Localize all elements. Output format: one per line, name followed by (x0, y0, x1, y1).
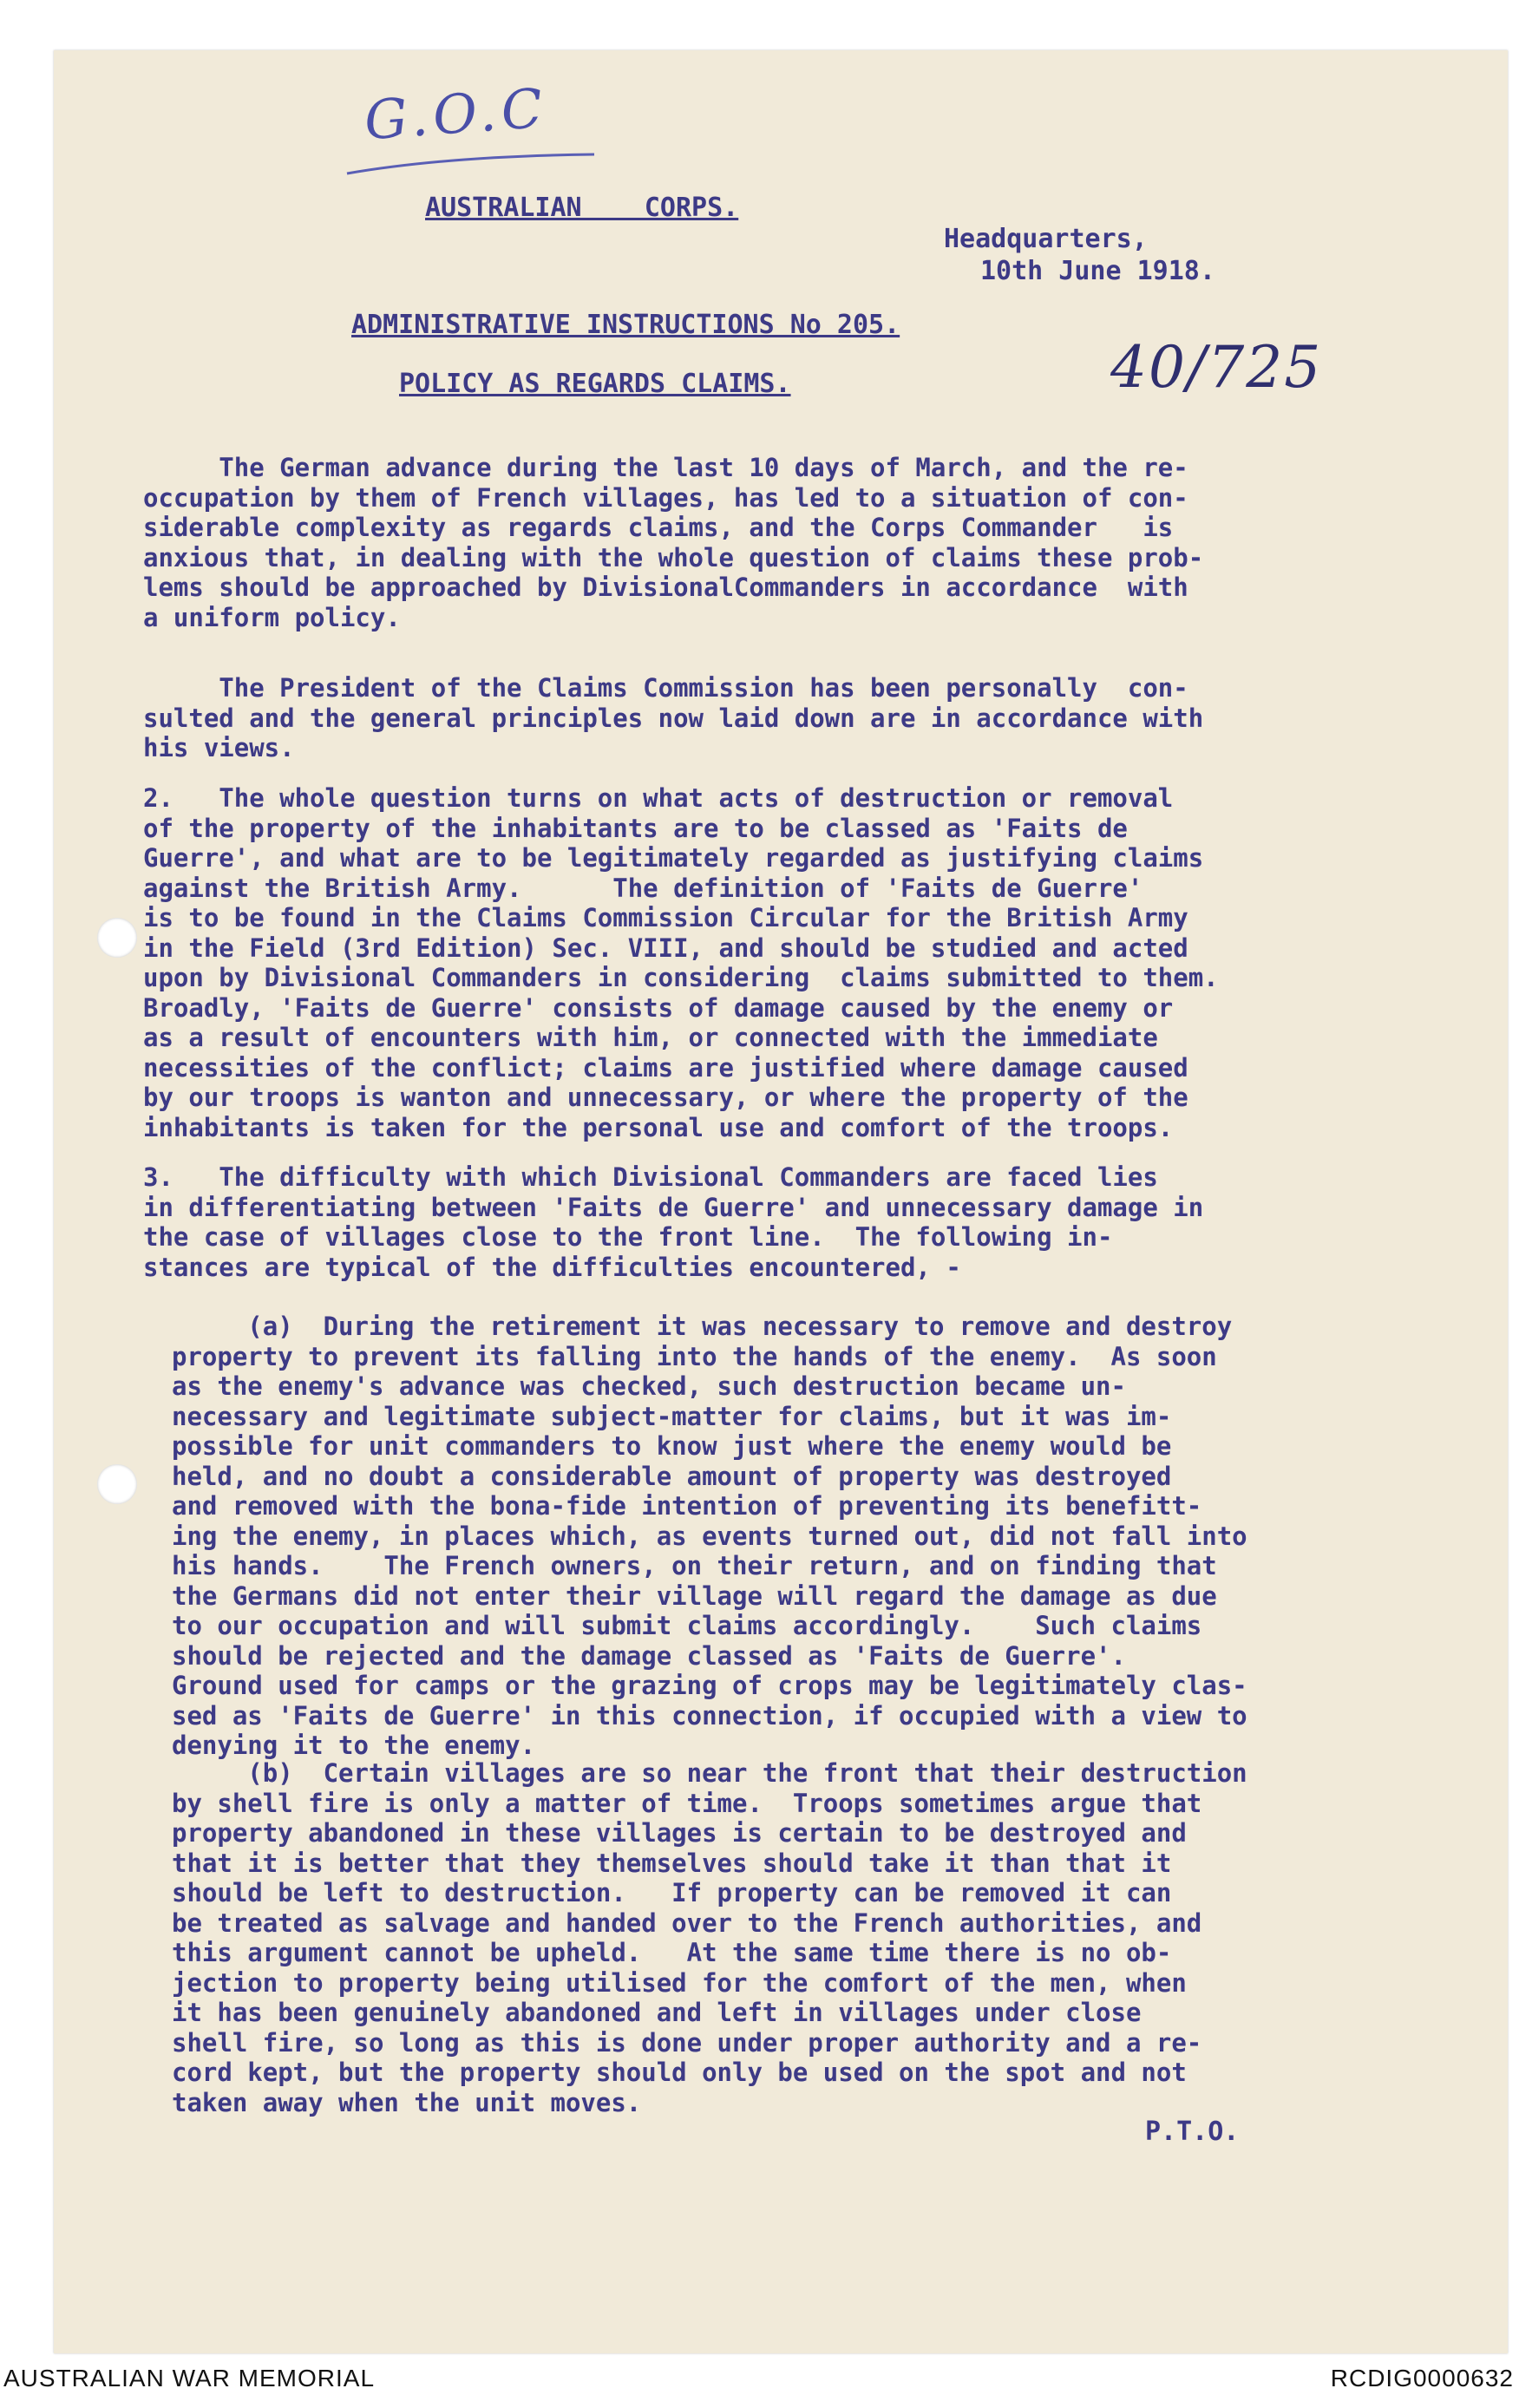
paragraph-b: (b) Certain villages are so near the front that their destruction by shell fire is only a matter of time. Troops sometimes argue that property abandoned in these villages is certain to be destroyed and that it is better that they themselves should take it than that it should be left to destruction. If property can be removed it can be treated as salvage and handed over to the French authorities, and this argument cannot be upheld. At the same time there is no ob- jection to property being utilised for the comfort of the men, when it has been genuinely abandoned and left in villages under close shell fire, so long as this is done under proper authority and a re- cord kept, but the property should only be used on the spot and not taken away when the unit moves. (172, 1758, 1247, 2117)
punch-hole-bottom (97, 1464, 137, 1504)
handwritten-underline (343, 147, 603, 182)
corps-heading: AUSTRALIAN CORPS. (425, 193, 739, 223)
handwritten-reference: 40/725 (1110, 334, 1323, 401)
paragraph-intro: The German advance during the last 10 days of March, and the re- occupation by them of French villages, has led to a situation of con- siderable complexity as regards claims, and the Corps Commander is anxious that, in dealing with the whole question of claims these prob- lems should be approached by DivisionalCommanders in accordance with a uniform policy. (143, 453, 1204, 632)
footer-record-id: RCDIG0000632 (1330, 2365, 1514, 2392)
instruction-title: ADMINISTRATIVE INSTRUCTIONS No 205. (351, 310, 900, 340)
headquarters-line: Headquarters, (944, 224, 1148, 254)
footer-archive-name: AUSTRALIAN WAR MEMORIAL (3, 2365, 376, 2392)
policy-title: POLICY AS REGARDS CLAIMS. (399, 369, 791, 399)
paragraph-president: The President of the Claims Commission has been personally con- sulted and the general principles now laid down are in accordance with his views. (143, 673, 1204, 762)
pto-mark: P.T.O. (1145, 2117, 1240, 2147)
paragraph-3: 3. The difficulty with which Divisional Commanders are faced lies in differentiating between 'Faits de Guerre' and unnecessary damage in the case of villages close to the front line. The following in- stances are typical of the difficulties encountered, - (143, 1162, 1204, 1282)
date-line: 10th June 1918. (980, 256, 1215, 286)
punch-hole-top (97, 918, 137, 958)
paragraph-a: (a) During the retirement it was necessary to remove and destroy property to prevent its falling into the hands of the enemy. As soon as the enemy's advance was checked, such destruction became un- necessary and legitimate subject-matter for claims, but it was im- possible for unit commanders to know just where the enemy would be held, and no doubt a considerable amount of property was destroyed and removed with the bona-fide intention of preventing its benefitt- ing the enemy, in places which, as events turned out, did not fall into his hands. The French owners, on their return, and on finding that the Germans did not enter their village will regard the damage as due to our occupation and will submit claims accordingly. Such claims should be rejected and the damage classed as 'Faits de Guerre'. Ground used for camps or the grazing of crops may be legitimately clas- sed as 'Faits de Guerre' in this connection, if occupied with a view to denying it to the enemy. (172, 1312, 1247, 1760)
handwritten-goc: G.O.C (362, 75, 550, 153)
paragraph-2: 2. The whole question turns on what acts of destruction or removal of the property of the inhabitants are to be classed as 'Faits de Guerre', and what are to be legitimately regarded as justifying claims against the British Army. The definition of 'Faits de Guerre' is to be found in the Claims Commission Circular for the British Army in the Field (3rd Edition) Sec. VIII, and should be studied and acted upon by Divisional Commanders in considering claims submitted to them. Broadly, 'Faits de Guerre' consists of damage caused by the enemy or as a result of encounters with him, or connected with the immediate necessities of the conflict; claims are justified where damage caused by our troops is wanton and unnecessary, or where the property of the inhabitants is taken for the personal use and comfort of the troops. (143, 783, 1219, 1142)
